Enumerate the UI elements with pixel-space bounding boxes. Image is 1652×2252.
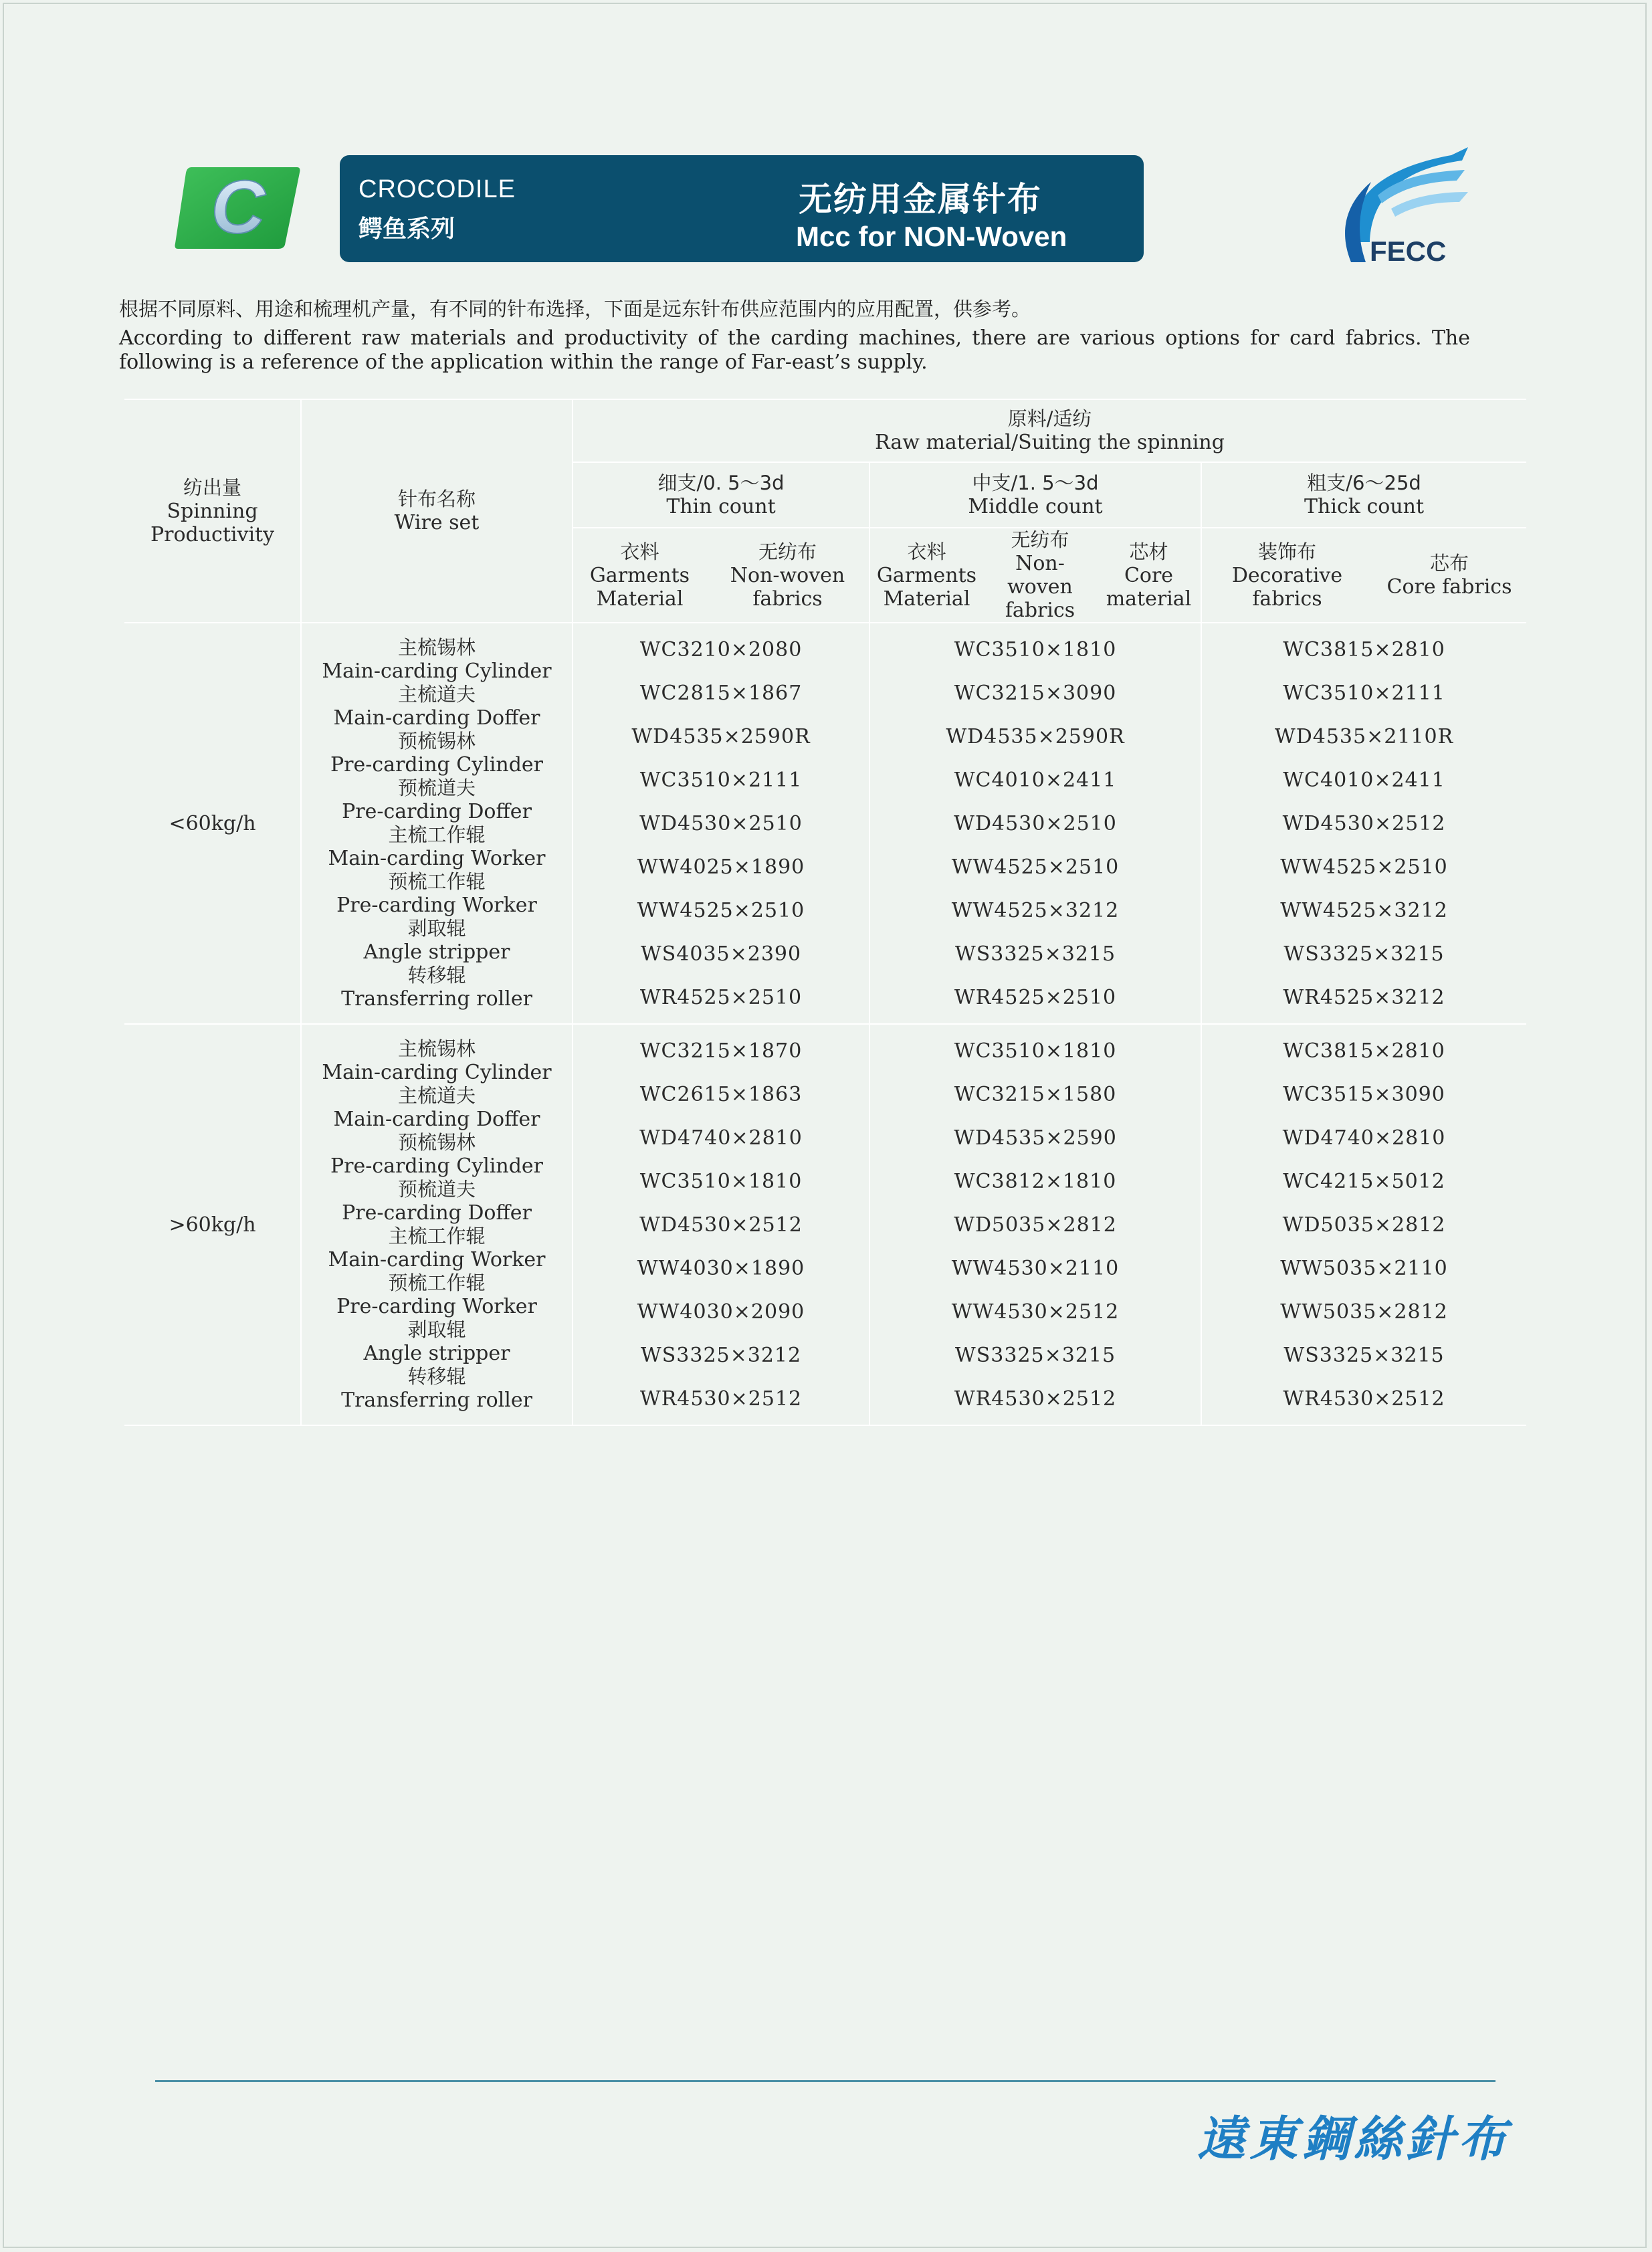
thick-count-values: WC3815×2810 WC3515×3090 WD4740×2810 WC4215×5012 WD5035×2812 WW5035×2110 WW5035×2812 WS3325×3215 WR4530×2512 — [1201, 1024, 1526, 1425]
header-thin-count: 细支/0. 5～3d Thin count — [573, 462, 869, 528]
intro-text-en: According to different raw materials and productivity of the carding machines, there are various options for card fabrics. The following is a reference of the application within the range of Far-east’s supply. — [119, 326, 1470, 374]
svg-text:C: C — [211, 165, 266, 249]
table-row-group-high — [124, 1024, 1526, 1425]
intro-text-cn: 根据不同原料、用途和梳理机产量，有不同的针布选择，下面是远东针布供应范围内的应用配置，供参考。 — [119, 298, 1031, 320]
wire-names-cell: 主梳锡林 Main-carding Cylinder 主梳道夫 Main-carding Doffer 预梳锡林 Pre-carding Cylinder 预梳道夫 Pre-carding Doffer 主梳工作辊 Main-carding Worker 预梳工作辊 Pre-carding Worker 剥取辊 Angle stripper 转移辊 Transferring roller — [301, 1024, 573, 1425]
header-use-nonwoven: 无纺布 Non-woven fabrics — [706, 528, 869, 623]
page-title-cn: 无纺用金属针布 — [799, 180, 1042, 219]
header-productivity: 纺出量 Spinning Productivity — [124, 399, 301, 623]
productivity-cell: >60kg/h — [124, 1024, 301, 1425]
footer-brand-logo: 遠東鋼絲針布 — [1197, 2111, 1511, 2167]
header-use-nonwoven: 无纺布 Non-woven fabrics — [983, 528, 1097, 623]
page-title-en: Mcc for NON-Woven — [796, 221, 1067, 252]
fecc-brand-text: FECC — [1370, 235, 1447, 267]
header-use-decorative: 装饰布 Decorative fabrics — [1201, 528, 1372, 623]
header-use-core-material: 芯材 Core material — [1097, 528, 1201, 623]
wire-config-table — [124, 399, 1526, 1427]
header-wire-set: 针布名称 Wire set — [301, 399, 573, 623]
series-name-en: CROCODILE — [358, 175, 516, 203]
table-row-group-low — [124, 623, 1526, 1024]
header-use-garments: 衣料 Garments Material — [573, 528, 706, 623]
thick-count-values: WC3815×2810 WC3510×2111 WD4535×2110R WC4010×2411 WD4530×2512 WW4525×2510 WW4525×3212 WS3325×3215 WR4525×3212 — [1201, 623, 1526, 1024]
title-banner — [340, 155, 1144, 262]
header-raw-material: 原料/适纺 Raw material/Suiting the spinning — [573, 399, 1526, 462]
thin-count-values: WC3215×1870 WC2615×1863 WD4740×2810 WC3510×1810 WD4530×2512 WW4030×1890 WW4030×2090 WS3325×3212 WR4530×2512 — [573, 1024, 869, 1425]
header-thick-count: 粗支/6～25d Thick count — [1201, 462, 1526, 528]
footer-divider — [155, 2080, 1495, 2082]
productivity-cell: <60kg/h — [124, 623, 301, 1024]
middle-count-values: WC3510×1810 WC3215×3090 WD4535×2590R WC4010×2411 WD4530×2510 WW4525×2510 WW4525×3212 WS3325×3215 WR4525×2510 — [869, 623, 1201, 1024]
series-name-cn: 鳄鱼系列 — [358, 215, 455, 243]
middle-count-values: WC3510×1810 WC3215×1580 WD4535×2590 WC3812×1810 WD5035×2812 WW4530×2110 WW4530×2512 WS3325×3215 WR4530×2512 — [869, 1024, 1201, 1425]
header-use-core-fabrics: 芯布 Core fabrics — [1372, 528, 1526, 623]
crocodile-c-logo — [173, 163, 302, 251]
thin-count-values: WC3210×2080 WC2815×1867 WD4535×2590R WC3510×2111 WD4530×2510 WW4025×1890 WW4525×2510 WS4035×2390 WR4525×2510 — [573, 623, 869, 1024]
wire-names-cell: 主梳锡林 Main-carding Cylinder 主梳道夫 Main-carding Doffer 预梳锡林 Pre-carding Cylinder 预梳道夫 Pre-carding Doffer 主梳工作辊 Main-carding Worker 预梳工作辊 Pre-carding Worker 剥取辊 Angle stripper 转移辊 Transferring roller — [301, 623, 573, 1024]
header-use-garments: 衣料 Garments Material — [869, 528, 983, 623]
header-middle-count: 中支/1. 5～3d Middle count — [869, 462, 1201, 528]
